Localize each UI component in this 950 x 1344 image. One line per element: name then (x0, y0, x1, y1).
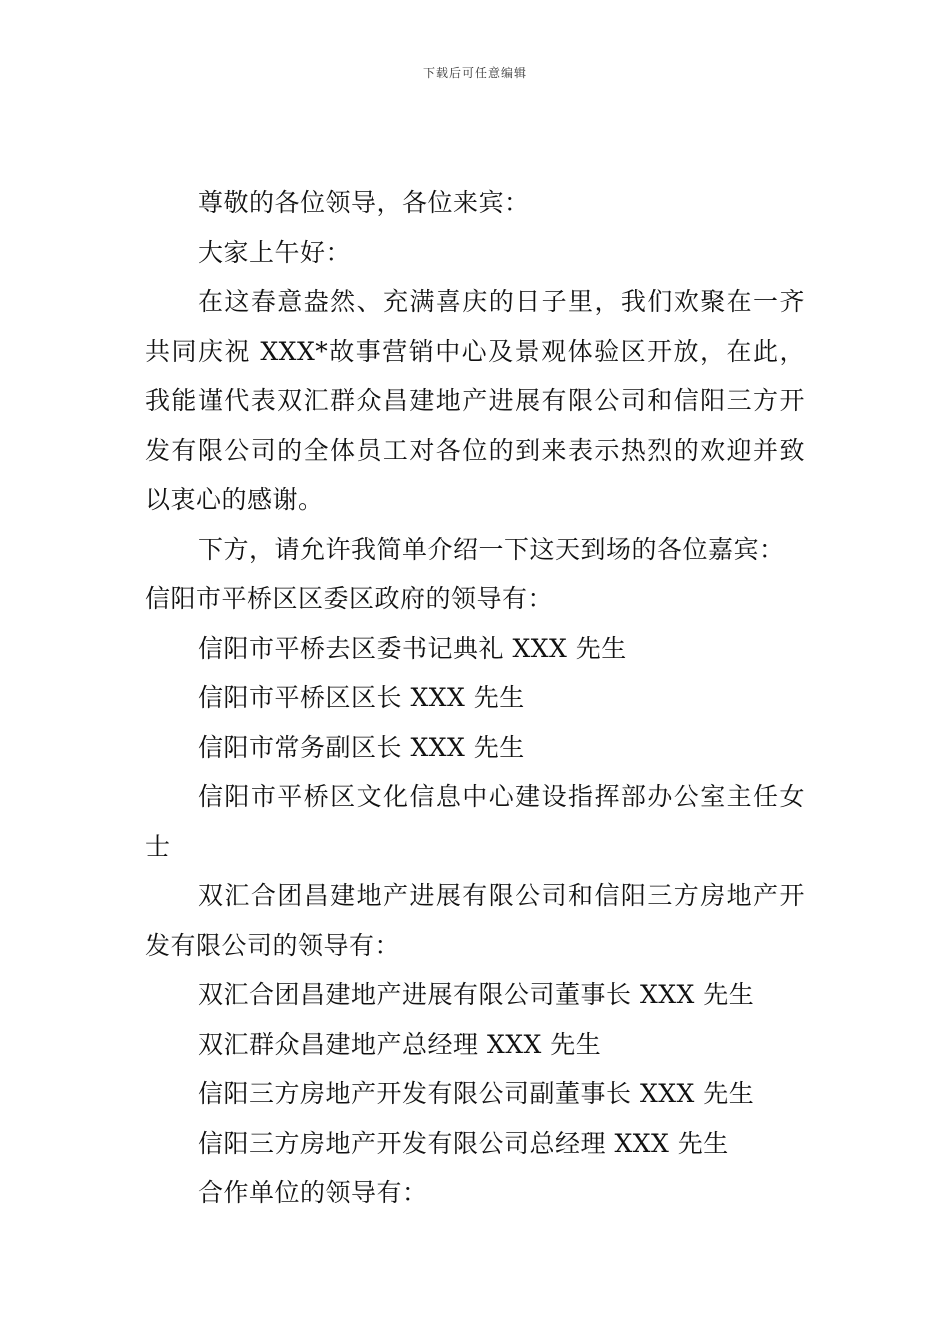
guest-item: 信阳市平桥区文化信息中心建设指挥部办公室主任女士 (145, 782, 805, 861)
greeting: 大家上午好： (198, 237, 352, 267)
guest-item: 信阳三方房地产开发有限公司总经理 XXX 先生 (198, 1128, 729, 1158)
salutation: 尊敬的各位领导，各位来宾： (198, 188, 530, 217)
partner-leaders-heading: 合作单位的领导有： (198, 1178, 428, 1207)
company-leaders-heading: 双汇合团昌建地产进展有限公司和信阳三方房地产开发有限公司的领导有： (145, 881, 805, 960)
guest-item: 信阳三方房地产开发有限公司副董事长 XXX 先生 (198, 1079, 755, 1108)
guest-item: 双汇合团昌建地产进展有限公司董事长 XXX 先生 (198, 980, 755, 1009)
opening-paragraph: 在这春意盎然、充满喜庆的日子里，我们欢聚在一齐共同庆祝 XXX*故事营销中心及景观体验区开放，在此，我能谨代表双汇群众昌建地产进展有限公司和信阳三方开发有限公司的全体员工对各位的到来表示热烈的欢迎并致以衷心的感谢。 (145, 287, 805, 514)
guest-introduction: 下方，请允许我简单介绍一下这天到场的各位嘉宾： (198, 534, 785, 564)
district-leaders-heading: 信阳市平桥区区委区政府的领导有： (145, 584, 554, 613)
document-body (145, 178, 805, 1218)
guest-item: 信阳市平桥去区委书记典礼 XXX 先生 (198, 633, 627, 663)
guest-item: 信阳市平桥区区长 XXX 先生 (198, 683, 525, 712)
guest-item: 双汇群众昌建地产总经理 XXX 先生 (198, 1029, 602, 1059)
guest-item: 信阳市常务副区长 XXX 先生 (198, 732, 525, 762)
header-note: 下载后可任意编辑 (422, 66, 527, 80)
